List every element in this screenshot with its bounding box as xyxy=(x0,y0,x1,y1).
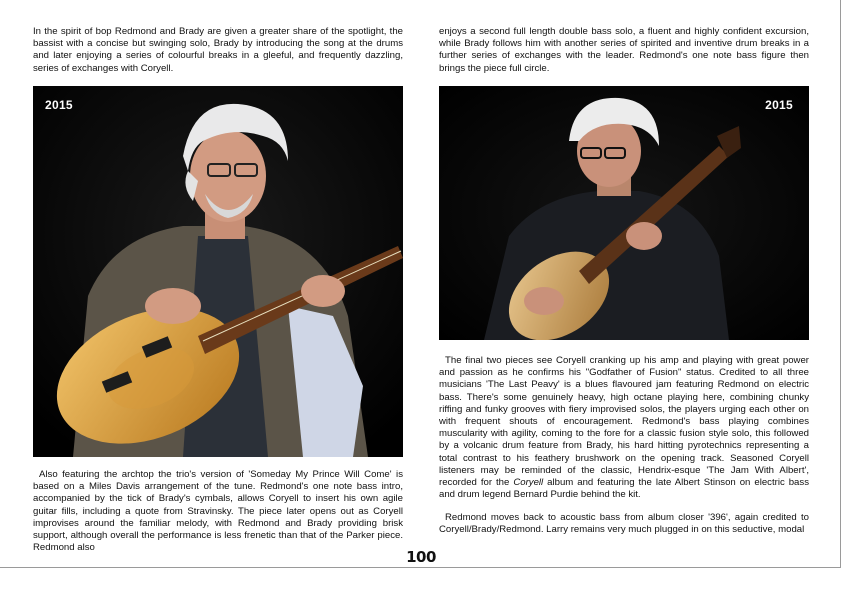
paragraph: Also featuring the archtop the trio's version of 'Someday My Prince Will Come' is based on a Miles Davis arrangement of the tune. Redmond's one note bass intro, accompanied by the tick of Brady's cymbals, allows Coryell to insert his own agile guitar fills, including a quote from Stravinsky. The piece later opens out as Coryell improvises around the familiar melody, with Redmond and Brady providing brisk support, although overall the performance is less frenetic than that of the Parker piece. Redmond also xyxy=(33,469,403,554)
album-title: Coryell xyxy=(513,477,544,489)
left-top-text xyxy=(33,26,403,75)
guitarist-photo-right xyxy=(439,86,809,340)
left-bottom-text xyxy=(33,469,403,554)
paragraph: In the spirit of bop Redmond and Brady are given a greater share of the spotlight, the bassist with a concise but swinging solo, Brady by introducing the song at the drums and later enjoying a series of colourful breaks in a gleeful, and frequently dazzling, series of exchanges with Coryell. xyxy=(33,26,403,74)
paragraph-part: album and featuring the late Albert Stinson on electric bass and drum legend Bernard Purdie behind the kit. xyxy=(439,477,809,501)
right-bottom-text xyxy=(439,512,809,536)
page-number: 100 xyxy=(406,548,436,566)
guitarist-photo-left xyxy=(33,86,403,457)
paragraph-part: The final two pieces see Coryell cranking up his amp and playing with great power and passion as he confirms his "Godfather of Fusion" status. Credited to all three musicians 'The Last Peavy' is a blues flavoured jam featuring Redmond on electric bass. There's some genuinely heavy, high octane playing here, combining chunky riffing and funky grooves with fiery improvised solos, the players urging each other on with frequent shouts of encouragement. Redmond's bass playing combines muscularity with agility, coming to the fore for a classic fusion style solo, this followed by a volcanic drum feature from Brady, his hard hitting pyrotechnics representing a total contrast to his feathery brushwork on the opening track. Seasoned Coryell listeners may be reminded of the classic, Hendrix-esque 'The Jam With Albert', recorded for the xyxy=(439,355,809,489)
guitarist-illustration xyxy=(33,86,403,457)
paragraph: enjoys a second full length double bass solo, a fluent and highly confident excursion, while Brady follows him with another series of spirited and inventive drum breaks in a further series of exchanges with the leader. Redmond's one note bass figure then brings the piece full circle. xyxy=(439,26,809,74)
paragraph: Redmond moves back to acoustic bass from album closer '396', again credited to Coryell/Brady/Redmond. Larry remains very much plugged in on this seductive, modal xyxy=(439,512,809,536)
photo-year-label: 2015 xyxy=(765,98,793,112)
right-middle-text xyxy=(439,355,809,501)
paragraph xyxy=(439,355,809,501)
photo-year-label: 2015 xyxy=(45,98,73,112)
guitarist-illustration xyxy=(439,86,809,340)
right-top-text xyxy=(439,26,809,75)
